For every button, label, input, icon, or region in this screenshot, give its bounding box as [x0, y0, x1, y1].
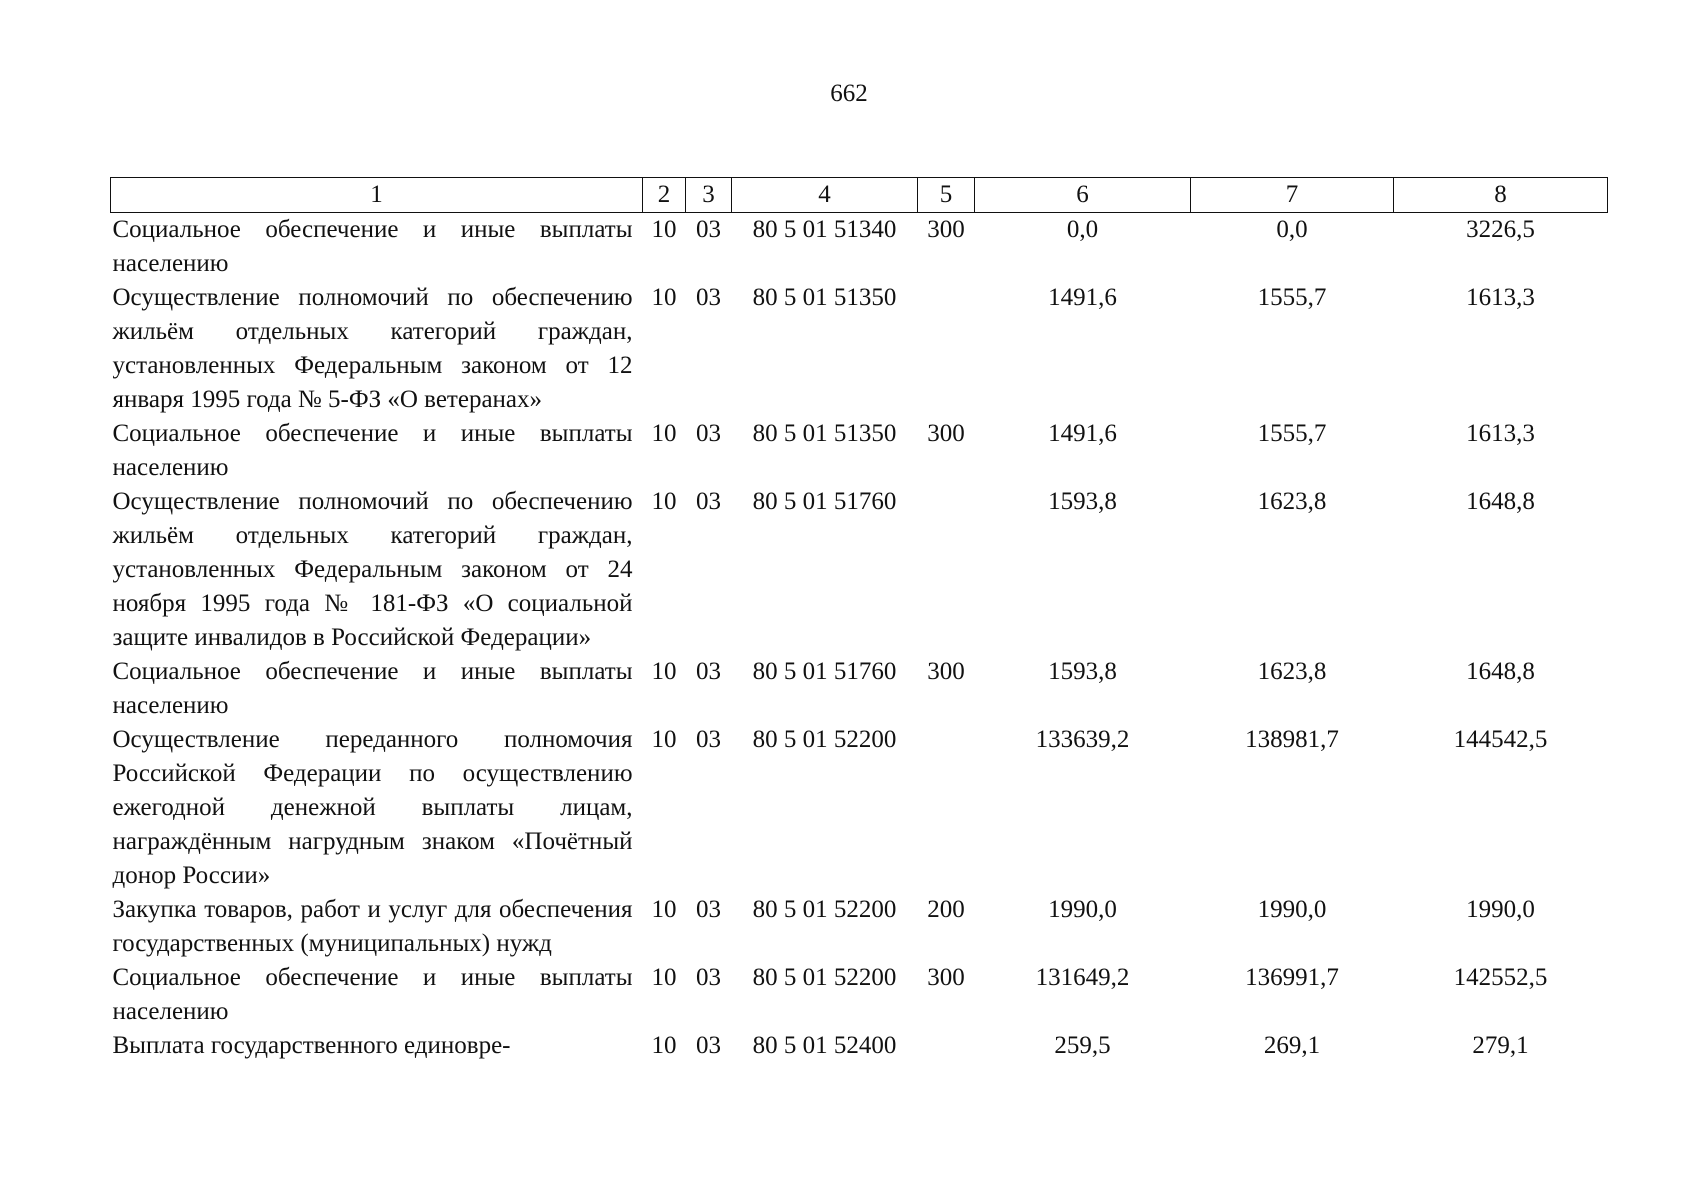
- row-target-code: 80 5 01 52200: [752, 896, 897, 923]
- table-row: [111, 485, 1608, 655]
- table-header: [111, 178, 1608, 213]
- table-row: [111, 961, 1608, 1029]
- table-row: [111, 1029, 1608, 1063]
- row-expense-type: 300: [927, 216, 965, 243]
- row-name: Социальное обеспечение и иные выплаты населению: [112, 216, 633, 277]
- row-section: 10: [651, 488, 677, 515]
- row-subsection: 03: [696, 216, 721, 243]
- row-section: 10: [651, 420, 677, 447]
- page-number: 662: [830, 80, 868, 107]
- row-section: 10: [651, 284, 677, 311]
- row-subsection: 03: [696, 488, 721, 515]
- row-value-col6: 1491,6: [1048, 284, 1117, 311]
- row-subsection: 03: [696, 896, 721, 923]
- table-body: [111, 213, 1608, 1064]
- row-subsection: 03: [696, 726, 721, 753]
- header-col-7: 7: [1191, 178, 1394, 213]
- row-section: 10: [651, 964, 677, 991]
- table-row: [111, 655, 1608, 723]
- row-value-col6: 133639,2: [1035, 726, 1130, 753]
- row-expense-type: [918, 723, 975, 893]
- row-section: 10: [651, 726, 677, 753]
- row-value-col6: 131649,2: [1035, 964, 1130, 991]
- header-col-5: 5: [918, 178, 975, 213]
- header-col-8: 8: [1394, 178, 1608, 213]
- header-col-2: 2: [643, 178, 686, 213]
- row-section: 10: [651, 896, 677, 923]
- row-subsection: 03: [696, 420, 721, 447]
- row-value-col8: 142552,5: [1453, 964, 1548, 991]
- table-row: [111, 281, 1608, 417]
- row-value-col6: 1990,0: [1048, 896, 1117, 923]
- row-value-col7: 0,0: [1276, 216, 1308, 243]
- row-name: Осуществление переданного полномочия Российской Федерации по осуществлению ежегодной денежной выплаты лицам, награждённым нагрудным знаком «Почётный донор России»: [112, 726, 633, 889]
- table-row: [111, 213, 1608, 282]
- row-expense-type: 300: [927, 964, 965, 991]
- row-value-col7: 136991,7: [1245, 964, 1339, 991]
- row-value-col8: 1648,8: [1466, 488, 1535, 515]
- row-section: 10: [651, 658, 677, 685]
- row-value-col7: 138981,7: [1245, 726, 1339, 753]
- row-value-col7: 1623,8: [1257, 488, 1327, 515]
- row-value-col6: 1491,6: [1048, 420, 1117, 447]
- row-target-code: 80 5 01 51340: [752, 216, 897, 243]
- row-section: 10: [651, 1032, 677, 1059]
- budget-table: [110, 177, 1608, 1063]
- row-value-col8: 1648,8: [1466, 658, 1535, 685]
- table-row: [111, 723, 1608, 893]
- row-value-col6: 1593,8: [1048, 658, 1117, 685]
- row-value-col7: 1990,0: [1257, 896, 1327, 923]
- header-row: [111, 178, 1608, 213]
- row-name: Осуществление полномочий по обеспечению жильём отдельных категорий граждан, установленных Федеральным законом от 12 января 1995 года № 5-ФЗ «О ветеранах»: [112, 284, 633, 413]
- row-value-col8: 1613,3: [1466, 284, 1535, 311]
- row-value-col8: 1990,0: [1466, 896, 1535, 923]
- header-col-4: 4: [732, 178, 918, 213]
- row-target-code: 80 5 01 51350: [752, 284, 897, 311]
- row-target-code: 80 5 01 51760: [752, 488, 897, 515]
- row-value-col8: 1613,3: [1466, 420, 1535, 447]
- row-expense-type: [918, 281, 975, 417]
- row-subsection: 03: [696, 658, 721, 685]
- row-target-code: 80 5 01 51760: [752, 658, 897, 685]
- row-name: Осуществление полномочий по обеспечению жильём отдельных категорий граждан, установленных Федеральным законом от 24 ноября 1995 года № 181-ФЗ «О социальной защите инвалидов в Российской Федерации»: [112, 488, 633, 651]
- row-name: Выплата государственного единовре-: [112, 1032, 511, 1059]
- row-value-col7: 1555,7: [1257, 284, 1327, 311]
- row-name: Социальное обеспечение и иные выплаты населению: [112, 964, 633, 1025]
- row-expense-type: 300: [927, 420, 965, 447]
- row-value-col6: 0,0: [1066, 216, 1099, 243]
- row-expense-type: 200: [927, 896, 965, 923]
- row-subsection: 03: [696, 964, 721, 991]
- row-expense-type: 300: [927, 658, 965, 685]
- row-name: Социальное обеспечение и иные выплаты населению: [112, 658, 633, 719]
- row-value-col8: 3226,5: [1466, 216, 1535, 243]
- row-subsection: 03: [696, 1032, 721, 1059]
- row-section: 10: [651, 216, 677, 243]
- row-value-col7: 269,1: [1263, 1032, 1321, 1059]
- row-target-code: 80 5 01 52200: [752, 964, 897, 991]
- row-name: Закупка товаров, работ и услуг для обеспечения государственных (муниципальных) нужд: [112, 896, 633, 957]
- header-col-1: 1: [111, 178, 643, 213]
- header-col-6: 6: [975, 178, 1191, 213]
- table-row: [111, 417, 1608, 485]
- row-target-code: 80 5 01 52400: [752, 1032, 897, 1059]
- row-subsection: 03: [696, 284, 721, 311]
- row-value-col7: 1555,7: [1257, 420, 1327, 447]
- table-row: [111, 893, 1608, 961]
- header-col-3: 3: [686, 178, 732, 213]
- row-name: Социальное обеспечение и иные выплаты населению: [112, 420, 633, 481]
- row-value-col6: 1593,8: [1048, 488, 1117, 515]
- row-expense-type: [918, 1029, 975, 1063]
- row-target-code: 80 5 01 51350: [752, 420, 897, 447]
- row-expense-type: [918, 485, 975, 655]
- row-value-col7: 1623,8: [1257, 658, 1327, 685]
- row-value-col6: 259,5: [1054, 1032, 1111, 1059]
- row-value-col8: 279,1: [1472, 1032, 1529, 1059]
- row-value-col8: 144542,5: [1453, 726, 1548, 753]
- row-target-code: 80 5 01 52200: [752, 726, 897, 753]
